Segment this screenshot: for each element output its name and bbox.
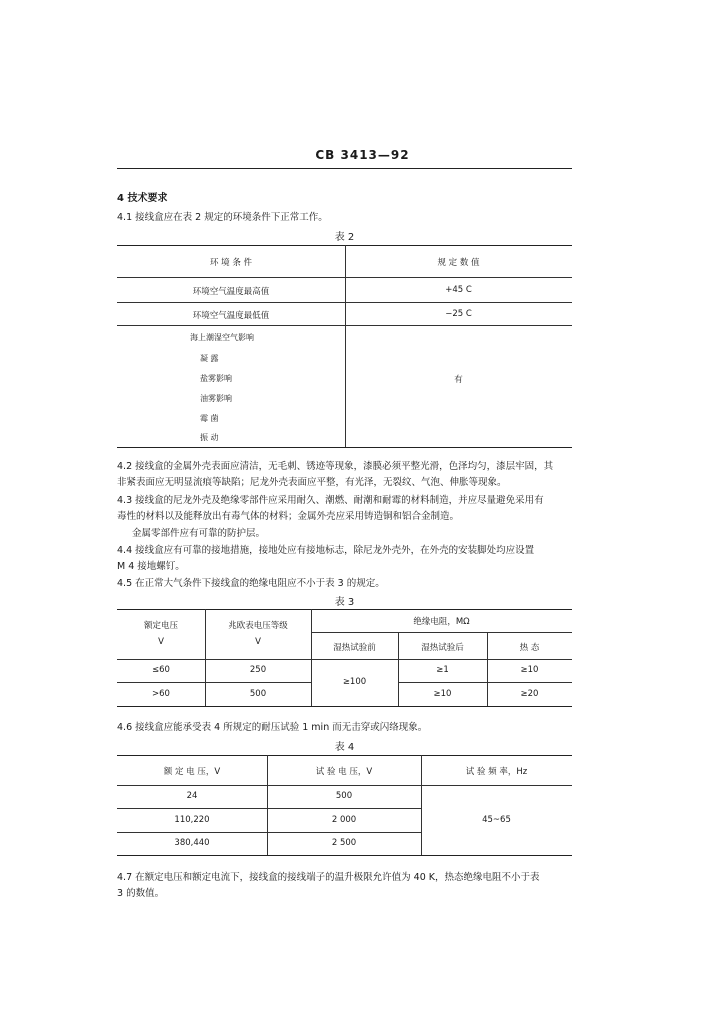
table4-header-test: 试 验 电 压，V [315, 767, 373, 777]
table3-header-rated: 额定电压 [143, 621, 178, 631]
table2-col1-header: 环 境 条 件 [209, 258, 253, 268]
table3-cell: ≥10 [520, 665, 539, 675]
table4-row-rule [117, 832, 421, 833]
table4-cell: 2 500 [331, 838, 357, 848]
table4-merged-cell: 45~65 [482, 815, 511, 825]
table2-bottom-rule [117, 447, 572, 448]
table3-header-rule [117, 659, 572, 660]
clause-4-3: 4.3 接线盒的尼龙外壳及绝缘零部件应采用耐久、潮燃、耐潮和耐霉的材料制造，并应尽量避免采用有 [117, 495, 544, 506]
table3-merged-cell: ≥100 [342, 677, 367, 687]
header-rule [117, 168, 572, 169]
clause-4-7-cont: 3 的数值。 [117, 888, 165, 899]
table4-top-rule [117, 755, 572, 756]
table4-cell: 500 [335, 791, 353, 801]
table2-group-label: 海上潮湿空气影响 [190, 333, 254, 342]
table2-cell: +45 C [445, 285, 472, 295]
table3-header-insulation: 绝缘电阻，MΩ [413, 617, 470, 627]
table2-cell: 有 [454, 375, 463, 385]
clause-4-3-note: 金属零部件应有可靠的防护层。 [132, 528, 266, 539]
table3-cell: ≥10 [433, 689, 452, 699]
clause-4-7: 4.7 在额定电压和额定电流下，接线盒的接线端子的温升极限允许值为 40 K，热态绝缘电阻不小于表 [117, 872, 540, 883]
table4-cell: 380,440 [174, 838, 210, 848]
clause-4-6: 4.6 接线盒应能承受表 4 所规定的耐压试验 1 min 而无击穿或闪络现象。 [117, 722, 428, 733]
table3-header-hot: 热 态 [519, 643, 540, 653]
table2-cell: 环境空气温度最低值 [192, 311, 270, 321]
table3-cell: 500 [249, 689, 267, 699]
section-title: 4 技术要求 [117, 193, 168, 204]
table3-cell: ≥20 [520, 689, 539, 699]
clause-4-2-cont: 非紧表面应无明显流痕等缺陷；尼龙外壳表面应平整，有光泽，无裂纹、气泡、伸胀等现象。 [117, 477, 507, 488]
table4-cell: 110,220 [174, 815, 210, 825]
table2-cell: −25 C [445, 309, 472, 319]
table2-subitem: 油雾影响 [200, 394, 232, 403]
table2-col-divider [345, 245, 346, 447]
table2-subitem: 盐雾影响 [200, 374, 232, 383]
table3-top-rule [117, 609, 572, 610]
clause-4-4: 4.4 接线盒应有可靠的接地措施，接地处应有接地标志，除尼龙外壳外，在外壳的安装脚处均应设置 [117, 545, 535, 556]
table3-header-meter-unit: V [255, 637, 261, 647]
table4-caption: 表 4 [334, 742, 355, 753]
table4-bottom-rule [117, 855, 572, 856]
table3-row-rule [398, 682, 572, 683]
table3-caption: 表 3 [334, 597, 355, 608]
table3-header-rated-unit: V [158, 637, 164, 647]
table4-header-rated: 额 定 电 压，V [163, 767, 221, 777]
table2-caption: 表 2 [334, 232, 355, 243]
table2-subitem: 振 动 [200, 433, 219, 442]
table3-header-meter: 兆欧表电压等级 [228, 621, 288, 631]
table3-subheader-rule [311, 632, 572, 633]
table3-cell: ≥1 [436, 665, 449, 675]
clause-4-5: 4.5 在正常大气条件下接线盒的绝缘电阻应不小于表 3 的规定。 [117, 578, 385, 589]
table3-cell: 250 [249, 665, 267, 675]
table2-subitem: 霉 菌 [200, 414, 219, 423]
table4-header-rule [117, 785, 572, 786]
table2-col2-header: 规 定 数 值 [437, 258, 480, 268]
clause-4-2: 4.2 接线盒的金属外壳表面应清洁，无毛刺、锈迹等现象，漆膜必须平整光滑，色泽均匀，漆层牢固，其 [117, 461, 554, 472]
clause-4-4-cont: M 4 接地螺钉。 [117, 561, 185, 572]
table3-cell: ≤60 [152, 665, 170, 675]
clause-4-3-cont: 毒性的材料以及能释放出有毒气体的材料；金属外壳应采用铸造铜和铝合金制造。 [117, 511, 460, 522]
table4-cell: 24 [186, 791, 198, 801]
table3-header-before: 湿热试验前 [333, 643, 376, 653]
table4-row-rule [117, 808, 421, 809]
table3-bottom-rule [117, 706, 572, 707]
table3-cell: >60 [152, 689, 170, 699]
clause-4-1: 4.1 接线盒应在表 2 规定的环境条件下正常工作。 [117, 212, 328, 223]
table4-header-frequency: 试 验 频 率，Hz [465, 767, 528, 777]
table3-row-rule [117, 682, 311, 683]
table4-cell: 2 000 [331, 815, 357, 825]
document-header: CB 3413—92 [315, 148, 410, 162]
table3-header-after: 湿热试验后 [421, 643, 464, 653]
table2-subitem: 凝 露 [200, 354, 219, 363]
table2-cell: 环境空气温度最高值 [192, 287, 270, 297]
